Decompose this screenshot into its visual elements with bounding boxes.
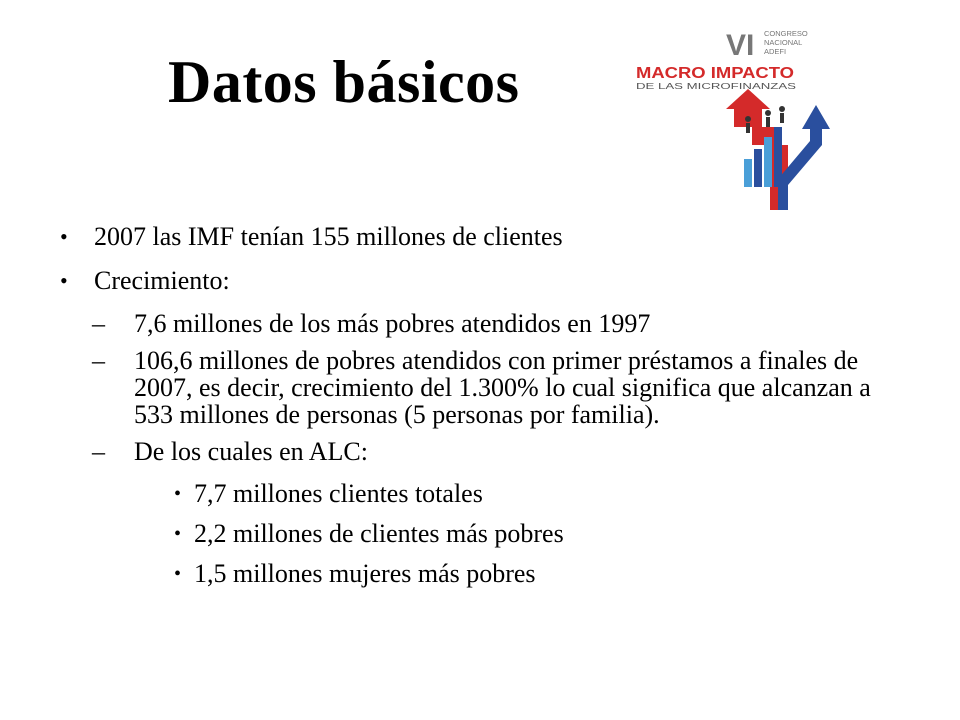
dash-item bbox=[92, 310, 910, 337]
dash-text: 106,6 millones de pobres atendidos con primer préstamos a finales de 2007, es decir, crecimiento del 1.300% lo cual significa que alcanzan a 533 millones de personas (5 personas por familia). bbox=[134, 346, 871, 429]
slide-title: Datos básicos bbox=[168, 49, 520, 115]
logo-line3: ADEFI bbox=[764, 47, 787, 56]
logo-bar-3 bbox=[764, 137, 772, 187]
logo-figure-head-1 bbox=[745, 116, 751, 122]
sub-bullet-item bbox=[174, 519, 910, 549]
sub-bullet-text: 7,7 millones clientes totales bbox=[194, 479, 483, 508]
slide-content bbox=[60, 222, 910, 603]
sub-list bbox=[92, 310, 910, 589]
logo-bar-2 bbox=[754, 149, 762, 187]
bullet-item bbox=[60, 222, 910, 252]
logo-numeral: VI bbox=[726, 29, 755, 62]
congress-logo-graphic bbox=[630, 25, 830, 210]
bullet-icon: • bbox=[60, 224, 68, 249]
dash-text: 7,6 millones de los más pobres atendidos en 1997 bbox=[134, 309, 651, 338]
sub-bullet-icon: • bbox=[174, 483, 182, 505]
dash-item bbox=[92, 438, 910, 589]
congress-logo bbox=[630, 25, 830, 210]
logo-figure-body-1 bbox=[746, 123, 750, 133]
sub-bullet-item bbox=[174, 479, 910, 509]
logo-figure-head-3 bbox=[779, 106, 785, 112]
bullet-text: Crecimiento: bbox=[94, 266, 230, 295]
logo-bar-1 bbox=[744, 159, 752, 187]
logo-bar-4 bbox=[774, 127, 782, 187]
bullet-icon: • bbox=[60, 268, 68, 293]
logo-headline: MACRO IMPACTO bbox=[636, 65, 794, 82]
sub-sub-list bbox=[174, 479, 910, 589]
logo-figure-body-3 bbox=[780, 113, 784, 123]
bullet-item bbox=[60, 266, 910, 589]
sub-bullet-item bbox=[174, 559, 910, 589]
sub-bullet-icon: • bbox=[174, 563, 182, 585]
dash-icon: – bbox=[92, 437, 105, 466]
sub-bullet-icon: • bbox=[174, 523, 182, 545]
dash-icon: – bbox=[92, 309, 105, 338]
sub-bullet-text: 1,5 millones mujeres más pobres bbox=[194, 559, 536, 588]
bullet-text: 2007 las IMF tenían 155 millones de clientes bbox=[94, 222, 563, 251]
sub-bullet-text: 2,2 millones de clientes más pobres bbox=[194, 519, 564, 548]
logo-line2: NACIONAL bbox=[764, 38, 803, 47]
dash-text: De los cuales en ALC: bbox=[134, 437, 368, 466]
logo-subline: DE LAS MICROFINANZAS bbox=[636, 81, 797, 91]
dash-icon: – bbox=[92, 346, 105, 375]
dash-item bbox=[92, 347, 910, 428]
logo-figure-body-2 bbox=[766, 117, 770, 127]
logo-figure-head-2 bbox=[765, 110, 771, 116]
logo-line1: CONGRESO bbox=[764, 29, 808, 38]
